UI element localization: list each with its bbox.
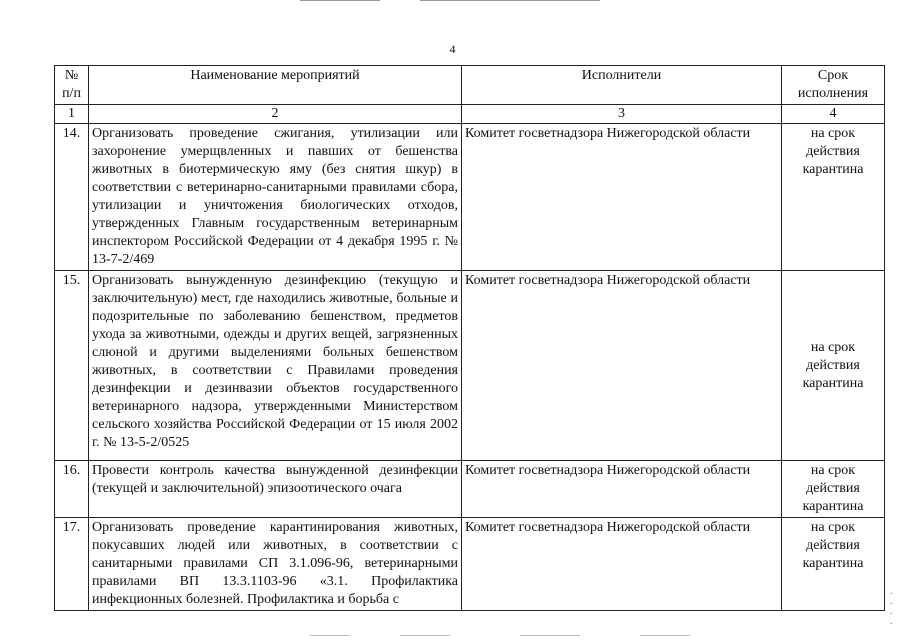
row-number: 16. — [55, 461, 89, 518]
header-num: № п/п — [55, 66, 89, 105]
measure-description: Организовать вынужденную дезинфекцию (текущую и заключительную) мест, где находились животные, больные и подозрительные по заболеванию бешенством, предметов ухода за животными, одежды и других вещей, загрязненных слюной и другими выделениями больных бешенством животных, в соответствии с Правилами проведения дезинфекции и дезинвазии объектов государственного ветеринарного надзора, утвержденными Министерством сельского хозяйства Российской Федерации от 15 июля 2002 г. № 13-5-2/0525 — [89, 271, 462, 461]
measure-description: Организовать проведение карантинирования животных, покусавших людей или животных, в соответствии с санитарными правилами СП 3.1.096-96, ветеринарными правилами ВП 13.3.1103-96 «3.1. Профилактика инфекционных болезней. Профилактика и борьба с — [89, 518, 462, 611]
column-number: 4 — [782, 105, 885, 124]
deadline: на срок действия карантина — [782, 518, 885, 611]
executor: Комитет госветнадзора Нижегородской области — [462, 271, 782, 461]
header-name: Наименование мероприятий — [89, 66, 462, 105]
measures-table — [54, 65, 885, 611]
table-row — [55, 271, 885, 461]
scan-edge-line — [640, 635, 690, 636]
scan-edge-marks: · · · · — [889, 589, 893, 630]
deadline: на срок действия карантина — [782, 124, 885, 271]
deadline: на срок действия карантина — [782, 461, 885, 518]
page-number: 4 — [449, 42, 456, 56]
column-number: 1 — [55, 105, 89, 124]
table-row — [55, 124, 885, 271]
table-header-row — [55, 66, 885, 105]
scan-edge-line — [520, 635, 580, 636]
table-row — [55, 461, 885, 518]
header-executors: Исполнители — [462, 66, 782, 105]
measure-description: Провести контроль качества вынужденной дезинфекции (текущей и заключительной) эпизоотического очага — [89, 461, 462, 518]
executor: Комитет госветнадзора Нижегородской области — [462, 518, 782, 611]
column-number: 3 — [462, 105, 782, 124]
row-number: 14. — [55, 124, 89, 271]
executor: Комитет госветнадзора Нижегородской области — [462, 461, 782, 518]
scan-edge-line — [310, 635, 350, 636]
column-number-row — [55, 105, 885, 124]
scan-edge-line — [420, 0, 600, 1]
column-number: 2 — [89, 105, 462, 124]
executor: Комитет госветнадзора Нижегородской области — [462, 124, 782, 271]
deadline: на срок действия карантина — [782, 271, 885, 461]
measure-description: Организовать проведение сжигания, утилизации или захоронение умерщвленных и павших от бешенства животных в биотермическую яму (без снятия шкур) в соответствии с ветеринарно-санитарными правилами сбора, утилизации и уничтожения биологических отходов, утвержденных Главным государственным ветеринарным инспектором Российской Федерации от 4 декабря 1995 г. № 13-7-2/469 — [89, 124, 462, 271]
scan-edge-line — [400, 635, 450, 636]
table-row — [55, 518, 885, 611]
scan-edge-line — [300, 0, 380, 1]
row-number: 15. — [55, 271, 89, 461]
row-number: 17. — [55, 518, 89, 611]
header-term: Срок исполнения — [782, 66, 885, 105]
